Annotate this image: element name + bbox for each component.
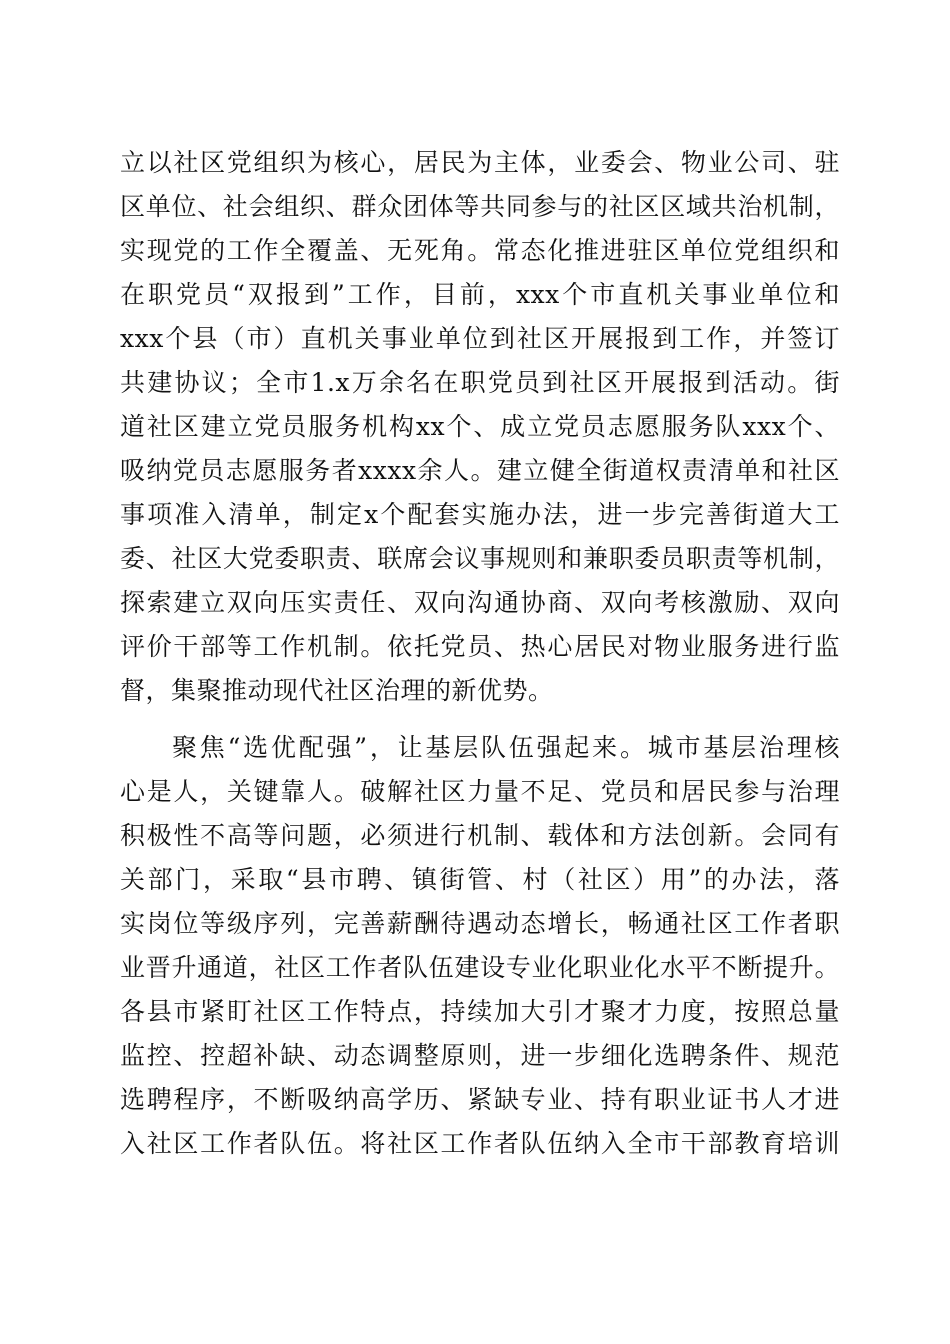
paragraph-line: 选聘程序，不断吸纳高学历、紧缺专业、持有职业证书人才进	[120, 1085, 840, 1114]
paragraph-line: xxx个县（市）直机关事业单位到社区开展报到工作，并签订	[120, 324, 840, 353]
paragraph-line: 事项准入清单，制定x个配套实施办法，进一步完善街道大工	[120, 500, 840, 529]
paragraph-line: 立以社区党组织为核心，居民为主体，业委会、物业公司、驻	[120, 148, 840, 177]
paragraph-line: 各县市紧盯社区工作特点，持续加大引才聚才力度，按照总量	[120, 997, 840, 1026]
paragraph-line: 业晋升通道，社区工作者队伍建设专业化职业化水平不断提升。	[120, 953, 840, 982]
paragraph-line: 评价干部等工作机制。依托党员、热心居民对物业服务进行监	[120, 632, 840, 661]
paragraph-line: 聚焦“选优配强”，让基层队伍强起来。城市基层治理核	[172, 733, 840, 762]
paragraph-line: 吸纳党员志愿服务者xxxx余人。建立健全街道权责清单和社区	[120, 456, 840, 485]
paragraph-line: 探索建立双向压实责任、双向沟通协商、双向考核激励、双向	[120, 588, 840, 617]
paragraph-line: 共建协议；全市1.x万余名在职党员到社区开展报到活动。街	[120, 368, 840, 397]
paragraph-line: 监控、控超补缺、动态调整原则，进一步细化选聘条件、规范	[120, 1041, 840, 1070]
paragraph-line: 区单位、社会组织、群众团体等共同参与的社区区域共治机制，	[120, 192, 840, 221]
paragraph-community-governance	[120, 141, 840, 713]
paragraph-line: 入社区工作者队伍。将社区工作者队伍纳入全市干部教育培训	[120, 1129, 840, 1158]
paragraph-line: 关部门，采取“县市聘、镇街管、村（社区）用”的办法，落	[120, 865, 840, 894]
paragraph-team-building	[120, 726, 840, 1166]
paragraph-line: 道社区建立党员服务机构xx个、成立党员志愿服务队xxx个、	[120, 412, 840, 441]
paragraph-line: 实现党的工作全覆盖、无死角。常态化推进驻区单位党组织和	[120, 236, 840, 265]
paragraph-line: 积极性不高等问题，必须进行机制、载体和方法创新。会同有	[120, 821, 840, 850]
paragraph-line: 督，集聚推动现代社区治理的新优势。	[120, 676, 554, 705]
paragraph-line: 在职党员“双报到”工作，目前，xxx个市直机关事业单位和	[120, 280, 840, 309]
paragraph-line: 实岗位等级序列，完善薪酬待遇动态增长，畅通社区工作者职	[120, 909, 840, 938]
paragraph-line: 心是人，关键靠人。破解社区力量不足、党员和居民参与治理	[120, 777, 840, 806]
paragraph-line: 委、社区大党委职责、联席会议事规则和兼职委员职责等机制，	[120, 544, 840, 573]
